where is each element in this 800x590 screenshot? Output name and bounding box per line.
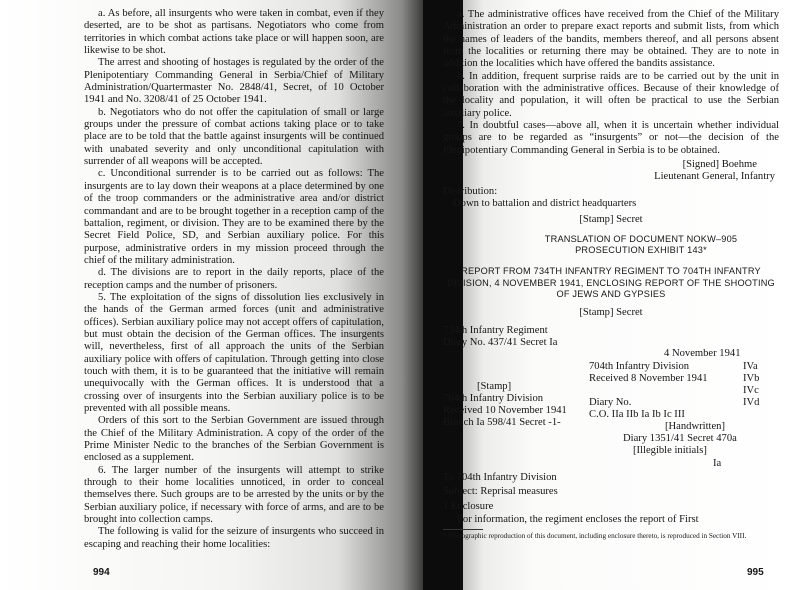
paragraph-7: 7. In doubtful cases—above all, when it is uncertain whether individual groups are to be regarded as “insurgents” or not—the decision of the Plenipotentiary Commanding General in Serbia is to be obtained. bbox=[443, 120, 779, 156]
last-paragraph: For information, the regiment encloses the report of First bbox=[457, 513, 699, 525]
translation-heading-1: TRANSLATION OF DOCUMENT NOKW–905 bbox=[544, 233, 738, 244]
division-received-label: 704th Infantry Division bbox=[589, 361, 690, 373]
paragraph-orders: Orders of this sort to the Serbian Government are issued through the Chief of the Military Administration. A copy of the order of the Prime Minister Nedic to the branches of the Serbian Government is enclosed as a supplement. bbox=[84, 415, 384, 464]
footnote: * Photographic reproduction of this document, including enclosure thereto, is reproduced in Section VIII. bbox=[443, 532, 747, 541]
translation-heading-2: PROSECUTION EXHIBIT 143* bbox=[575, 245, 707, 256]
stamp-secret-2: [Stamp] Secret bbox=[579, 306, 643, 318]
paragraph-6: 6. The larger number of the insurgents will attempt to strike through to their home localities unnoticed, in order to conceal themselves there. Such groups are to be arrested by the units or by the Serbian auxiliary police, if necessary with force of arms, and are to be brought into collection camps. bbox=[84, 464, 384, 526]
paragraph-6a: a. The administrative offices have received from the Chief of the Military Administration an order to prepare exact reports and submit lists, from which the names of leaders of the bandits, members thereof, and all persons absent from the localities or returning there may be obtained. They are to note in addition the localities which have offered the bandits assistance. bbox=[443, 9, 779, 70]
illegible-initials: [Illegible initials] bbox=[633, 445, 707, 457]
ivd-label: IVd bbox=[743, 397, 760, 409]
distribution-label: Distribution: bbox=[443, 185, 498, 197]
paragraph-following: The following is valid for the seizure of insurgents who succeed in escaping and reaching their home localities: bbox=[84, 526, 384, 550]
ivc-label: IVc bbox=[743, 385, 759, 397]
signer-rank: Lieutenant General, Infantry bbox=[654, 171, 775, 183]
handwritten-label: [Handwritten] bbox=[665, 421, 726, 433]
paragraph-4c: c. Unconditional surrender is to be carried out as follows: The insurgents are to lay down their weapons at a place determined by one of the troop commanders or the administrative area and/or district commandant and are to be brought together in a reception camp of the battalion, regiment, or division. They are to be examined there by the Secret Field Police, SD, and Serbian auxiliary police. For this purpose, administrative orders in my mission proceed through the chief of the military administration. bbox=[84, 168, 384, 266]
paragraph-4b: b. Negotiators who do not offer the capitulation of small or large groups under the pressure of combat actions taking place or to take place are to be told that the battle against insurgents will be continued with unabated severity and only unconditional capitulation with surrender of all weapons will be accepted. bbox=[84, 106, 384, 168]
paragraph-4a: a. As before, all insurgents who were taken in combat, even if they deserted, are to be shot as partisans. Negotiators who come from territories in which combat actions take place or will happen soon, are likewise to be shot. bbox=[84, 8, 384, 57]
report-date: 4 November 1941 bbox=[664, 348, 741, 360]
right-page bbox=[423, 0, 800, 590]
to-line: To 704th Infantry Division bbox=[443, 471, 557, 483]
paragraph-6b: b. In addition, frequent surprise raids are to be carried out by the unit in collaboration with the administrative offices. Because of their knowledge of the locality and population, it will often be practical to use the Serbian auxiliary police. bbox=[443, 70, 779, 119]
paragraph-4d: d. The divisions are to report in the daily reports, place of the reception camps and the number of prisoners. bbox=[84, 267, 384, 291]
page-number-left: 994 bbox=[93, 567, 110, 578]
right-text-column bbox=[443, 9, 779, 541]
subject-line: Subject: Reprisal measures bbox=[443, 486, 558, 498]
document-header-grid bbox=[443, 325, 779, 447]
enclosure-line: 1 Enclosure bbox=[443, 500, 494, 512]
diary-no-label: Diary No. bbox=[589, 397, 632, 409]
ivb-label: IVb bbox=[743, 373, 760, 385]
footnote-rule bbox=[443, 529, 483, 530]
page-number-right: 995 bbox=[747, 567, 764, 578]
paragraph-hostages: The arrest and shooting of hostages is regulated by the order of the Plenipotentiary Commanding General in Serbia/Chief of Military Administration/Quartermaster No. 2848/41, Secret, of 10 October 1941 and No. 3208/41 of 25 October 1941. bbox=[84, 57, 384, 106]
left-text-column bbox=[84, 8, 384, 551]
signature: [Signed] Boehme bbox=[682, 159, 757, 171]
iva-label: IVa bbox=[743, 361, 758, 373]
received-10-nov: Received 10 November 1941 bbox=[443, 405, 567, 417]
regiment-diary-no: Diary No. 437/41 Secret Ia bbox=[443, 337, 558, 349]
co-distribution-line: C.O. IIa IIb Ia Ib Ic III bbox=[589, 409, 685, 421]
branch-line: Branch Ia 598/41 Secret -1- bbox=[443, 417, 561, 429]
diary-1351-line: Diary 1351/41 Secret 470a bbox=[623, 433, 737, 445]
regiment-label: 734th Infantry Regiment bbox=[443, 325, 548, 337]
paragraph-5: 5. The exploitation of the signs of dissolution lies exclusively in the hands of the German armed forces (unit and administrative offices). Serbian auxiliary police may not accept offers of capitulation, but must obtain the decision of the German offices. The insurgents will, nevertheless, first of all approach the units of the Serbian auxiliary police with offers of capitulation. Through getting into close touch with them, it is to be guaranteed that the initiative will remain unequivocally with the German offices. It is understood that a crossing over of insurgents into the Serbian auxiliary police is to be prevented with all possible means. bbox=[84, 291, 384, 414]
stamp-label: [Stamp] bbox=[477, 381, 512, 393]
distribution-value: Down to battalion and district headquarters bbox=[453, 198, 637, 210]
stamp-secret-1: [Stamp] Secret bbox=[579, 213, 643, 225]
received-8-nov: Received 8 November 1941 bbox=[589, 373, 708, 385]
ia-mark: Ia bbox=[713, 457, 722, 469]
stamp-division: 704th Infantry Division bbox=[443, 393, 544, 405]
report-title: REPORT FROM 734TH INFANTRY REGIMENT TO 704TH INFANTRY DIVISION, 4 NOVEMBER 1941, ENCLOSING REPORT OF THE SHOOTING OF JEWS AND GYPSIES bbox=[447, 266, 775, 300]
